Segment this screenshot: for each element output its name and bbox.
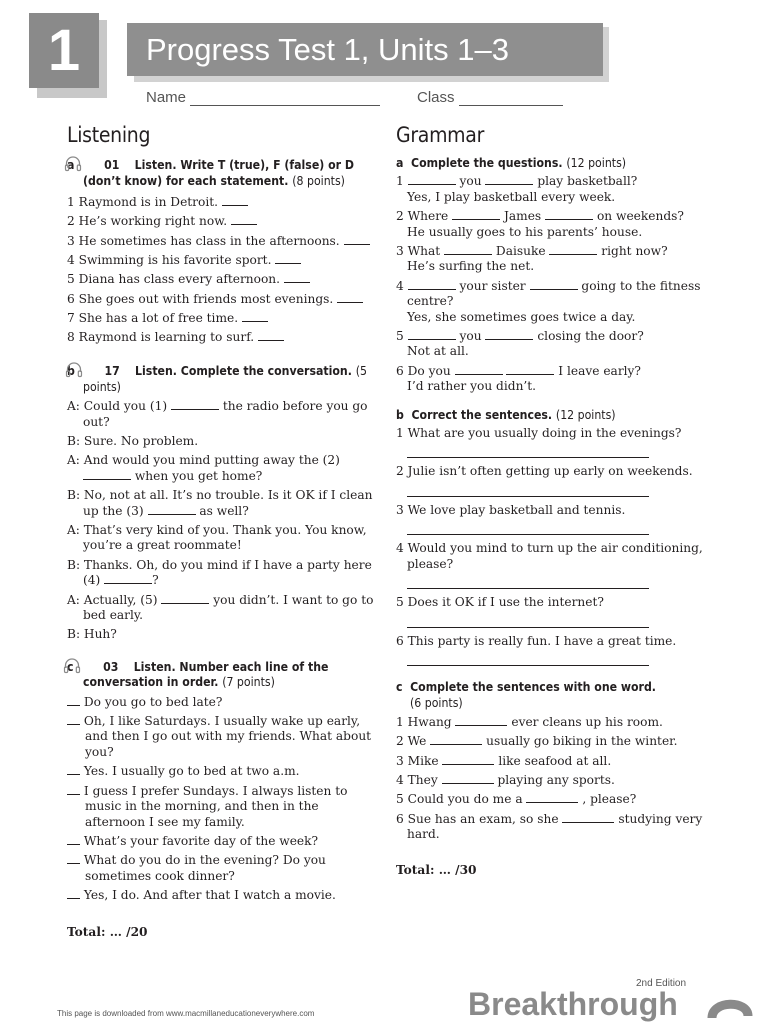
answer-blank[interactable]	[242, 311, 268, 322]
list-item: What do you do in the evening? Do you sometimes cook dinner?	[67, 853, 379, 884]
class-field[interactable]	[417, 89, 563, 106]
sentence-item: 5 Could you do me a , please?	[396, 792, 637, 807]
listening-part-b	[67, 361, 379, 642]
answer-line[interactable]	[407, 611, 649, 628]
grammar-part-b	[396, 407, 706, 667]
answer-blank[interactable]	[442, 773, 494, 784]
list-item: 6 She goes out with friends most evenings.	[67, 290, 379, 309]
sentence-item: 1 What are you usually doing in the evenings?	[396, 425, 682, 440]
answer-blank[interactable]	[275, 253, 301, 264]
brand-logo: Breakthrough	[468, 986, 678, 1022]
list-item: Oh, I like Saturdays. I usually wake up early, and then I go out with my friends. What about you?	[67, 714, 379, 761]
sentence-item: 4 Would you mind to turn up the air conditioning, please?	[396, 541, 703, 571]
ordering-list	[67, 695, 379, 904]
answer-blank[interactable]	[408, 279, 456, 290]
conversation-line: B: Thanks. Oh, do you mind if I have a party here (4) ?	[67, 557, 372, 588]
part-letter: a	[396, 156, 404, 171]
name-label: Name	[146, 89, 187, 106]
number-blank[interactable]	[67, 695, 80, 706]
number-blank[interactable]	[67, 888, 80, 899]
points-label: (6 points)	[410, 695, 463, 710]
answer-blank[interactable]	[485, 329, 533, 340]
answer-blank[interactable]	[408, 174, 456, 185]
conversation-line: A: Actually, (5) you didn’t. I want to go to bed early.	[67, 592, 374, 623]
answer-blank[interactable]	[442, 754, 494, 765]
list-item: 5 Diana has class every afternoon.	[67, 270, 379, 289]
number-blank[interactable]	[67, 714, 80, 725]
question-item: 2 Where James on weekends? He usually goes to his parents’ house.	[396, 209, 684, 239]
list-item: 1 Raymond is in Detroit.	[67, 193, 379, 212]
list-item: Yes. I usually go to bed at two a.m.	[67, 764, 379, 780]
part-letter: c	[396, 680, 403, 695]
sentence-item: 6 Sue has an exam, so she studying very hard.	[396, 811, 703, 842]
headphone-icon	[79, 657, 97, 674]
answer-blank[interactable]	[452, 209, 500, 220]
list-item: Do you go to bed late?	[67, 695, 379, 711]
listening-c-instruction: c 03 Listen. Number each line of the conversation in order. (7 points)	[67, 657, 379, 691]
conversation-line: A: And would you mind putting away the (2) when you get home?	[67, 453, 340, 483]
points-label: (5 points)	[83, 364, 367, 394]
number-blank[interactable]	[67, 784, 80, 795]
grammar-part-a	[396, 155, 706, 394]
answer-line[interactable]	[407, 649, 649, 666]
list-item: 2 He’s working right now.	[67, 212, 379, 231]
list-item: I guess I prefer Sundays. I always listen to music in the morning, and then in the afternoon I see my family.	[67, 784, 379, 831]
track-number: 03	[103, 659, 119, 674]
part-letter: b	[67, 364, 75, 379]
grammar-a-instruction: a Complete the questions. (12 points)	[396, 156, 627, 171]
answer-blank[interactable]	[104, 573, 152, 584]
answer-blank[interactable]	[337, 292, 363, 303]
answer-blank[interactable]	[455, 364, 503, 375]
sentence-item: 6 This party is really fun. I have a great time.	[396, 633, 677, 648]
edition-label: 2nd Edition	[636, 978, 687, 989]
answer-blank[interactable]	[530, 279, 578, 290]
list-item: Yes, I do. And after that I watch a movie.	[67, 888, 379, 904]
grammar-c-list	[396, 715, 706, 842]
list-item: 4 Swimming is his favorite sport.	[67, 251, 379, 270]
grammar-b-list	[396, 426, 706, 667]
conversation-line: B: Huh?	[67, 627, 117, 642]
conversation-line: A: Could you (1) the radio before you go out?	[67, 399, 368, 429]
list-item: What’s your favorite day of the week?	[67, 834, 379, 850]
download-note: This page is downloaded from www.macmillaneducationeverywhere.com	[57, 1009, 315, 1018]
number-blank[interactable]	[67, 764, 80, 775]
part-letter: b	[396, 407, 404, 422]
grammar-a-list	[396, 174, 706, 394]
class-label: Class	[417, 89, 455, 106]
sentence-item: 3 Mike like seafood at all.	[396, 753, 612, 768]
points-label: (7 points)	[222, 675, 275, 690]
track-number: 17	[104, 364, 120, 379]
sentence-item: 2 Julie isn’t often getting up early on weekends.	[396, 464, 693, 479]
listening-part-a	[67, 155, 379, 347]
question-item: 4 your sister going to the fitness centre? Yes, she sometimes goes twice a day.	[396, 278, 701, 324]
page-title: Progress Test 1, Units 1–3	[127, 23, 603, 76]
answer-blank[interactable]	[161, 593, 209, 604]
conversation-line: B: No, not at all. It’s no trouble. Is it OK if I clean up the (3) as well?	[67, 488, 373, 518]
sentence-item: 4 They playing any sports.	[396, 772, 615, 787]
grammar-section	[396, 123, 706, 880]
conversation-line: A: That’s very kind of you. Thank you. You know, you’re a great roommate!	[67, 522, 367, 553]
grammar-total: Total: … /30	[396, 862, 477, 877]
answer-blank[interactable]	[408, 329, 456, 340]
listening-b-instruction: b 17 Listen. Complete the conversation. (5 points)	[67, 361, 379, 395]
name-field[interactable]	[146, 89, 380, 106]
answer-line[interactable]	[407, 480, 649, 497]
answer-blank[interactable]	[284, 272, 310, 283]
track-number: 01	[104, 158, 120, 173]
sentence-item: 1 Hwang ever cleans up his room.	[396, 715, 663, 730]
answer-blank[interactable]	[344, 234, 370, 245]
points-label: (12 points)	[555, 407, 616, 422]
question-item: 5 you closing the door? Not at all.	[396, 328, 644, 359]
answer-blank[interactable]	[562, 812, 614, 823]
class-input-line[interactable]	[459, 91, 563, 106]
answer-blank[interactable]	[83, 469, 131, 480]
answer-blank[interactable]	[506, 364, 554, 375]
question-item: 6 Do you I leave early? I’d rather you didn’t.	[396, 363, 641, 394]
grammar-b-instruction: b Correct the sentences. (12 points)	[396, 407, 616, 422]
number-blank[interactable]	[67, 834, 80, 845]
part-letter: c	[67, 659, 74, 674]
grammar-part-c	[396, 680, 706, 842]
listening-total: Total: … /20	[67, 925, 148, 940]
answer-line[interactable]	[407, 441, 649, 458]
answer-blank[interactable]	[258, 330, 284, 341]
sentence-item: 5 Does it OK if I use the internet?	[396, 595, 604, 610]
answer-blank[interactable]	[549, 244, 597, 255]
conversation-line: B: Sure. No problem.	[67, 434, 199, 449]
answer-blank[interactable]	[222, 195, 248, 206]
answer-blank[interactable]	[171, 399, 219, 410]
listening-part-c	[67, 657, 379, 904]
listening-a-list	[67, 193, 379, 347]
grammar-c-instruction: c Complete the sentences with one word. (6 points)	[396, 680, 656, 710]
brand-level-mark	[700, 990, 760, 1024]
unit-number-badge: 1	[29, 13, 99, 88]
points-label: (8 points)	[292, 173, 345, 188]
sentence-item: 2 We usually go biking in the winter.	[396, 734, 678, 749]
list-item: 8 Raymond is learning to surf.	[67, 328, 379, 347]
sentence-item: 3 We love play basketball and tennis.	[396, 502, 626, 517]
answer-blank[interactable]	[455, 715, 507, 726]
answer-line[interactable]	[407, 572, 649, 589]
part-letter: a	[67, 158, 75, 173]
answer-line[interactable]	[407, 518, 649, 535]
number-blank[interactable]	[67, 853, 80, 864]
headphone-icon	[81, 361, 99, 378]
listening-a-instruction: a 01 Listen. Write T (true), F (false) or D (don’t know) for each statement. (8 points)	[67, 155, 379, 189]
listening-section	[67, 123, 379, 943]
answer-blank[interactable]	[485, 174, 533, 185]
answer-blank[interactable]	[430, 734, 482, 745]
answer-blank[interactable]	[545, 209, 593, 220]
answer-blank[interactable]	[526, 792, 578, 803]
answer-blank[interactable]	[444, 244, 492, 255]
name-input-line[interactable]	[190, 91, 380, 106]
conversation	[67, 399, 379, 643]
answer-blank[interactable]	[148, 504, 196, 515]
points-label: (12 points)	[566, 156, 627, 171]
listening-heading: Listening	[67, 123, 151, 147]
headphone-icon	[80, 155, 98, 172]
grammar-heading: Grammar	[396, 123, 485, 147]
question-item: 3 What Daisuke right now? He’s surfing the net.	[396, 243, 668, 274]
list-item: 7 She has a lot of free time.	[67, 309, 379, 328]
question-item: 1 you play basketball? Yes, I play basketball every week.	[396, 174, 638, 204]
answer-blank[interactable]	[231, 214, 257, 225]
list-item: 3 He sometimes has class in the afternoons.	[67, 232, 379, 251]
